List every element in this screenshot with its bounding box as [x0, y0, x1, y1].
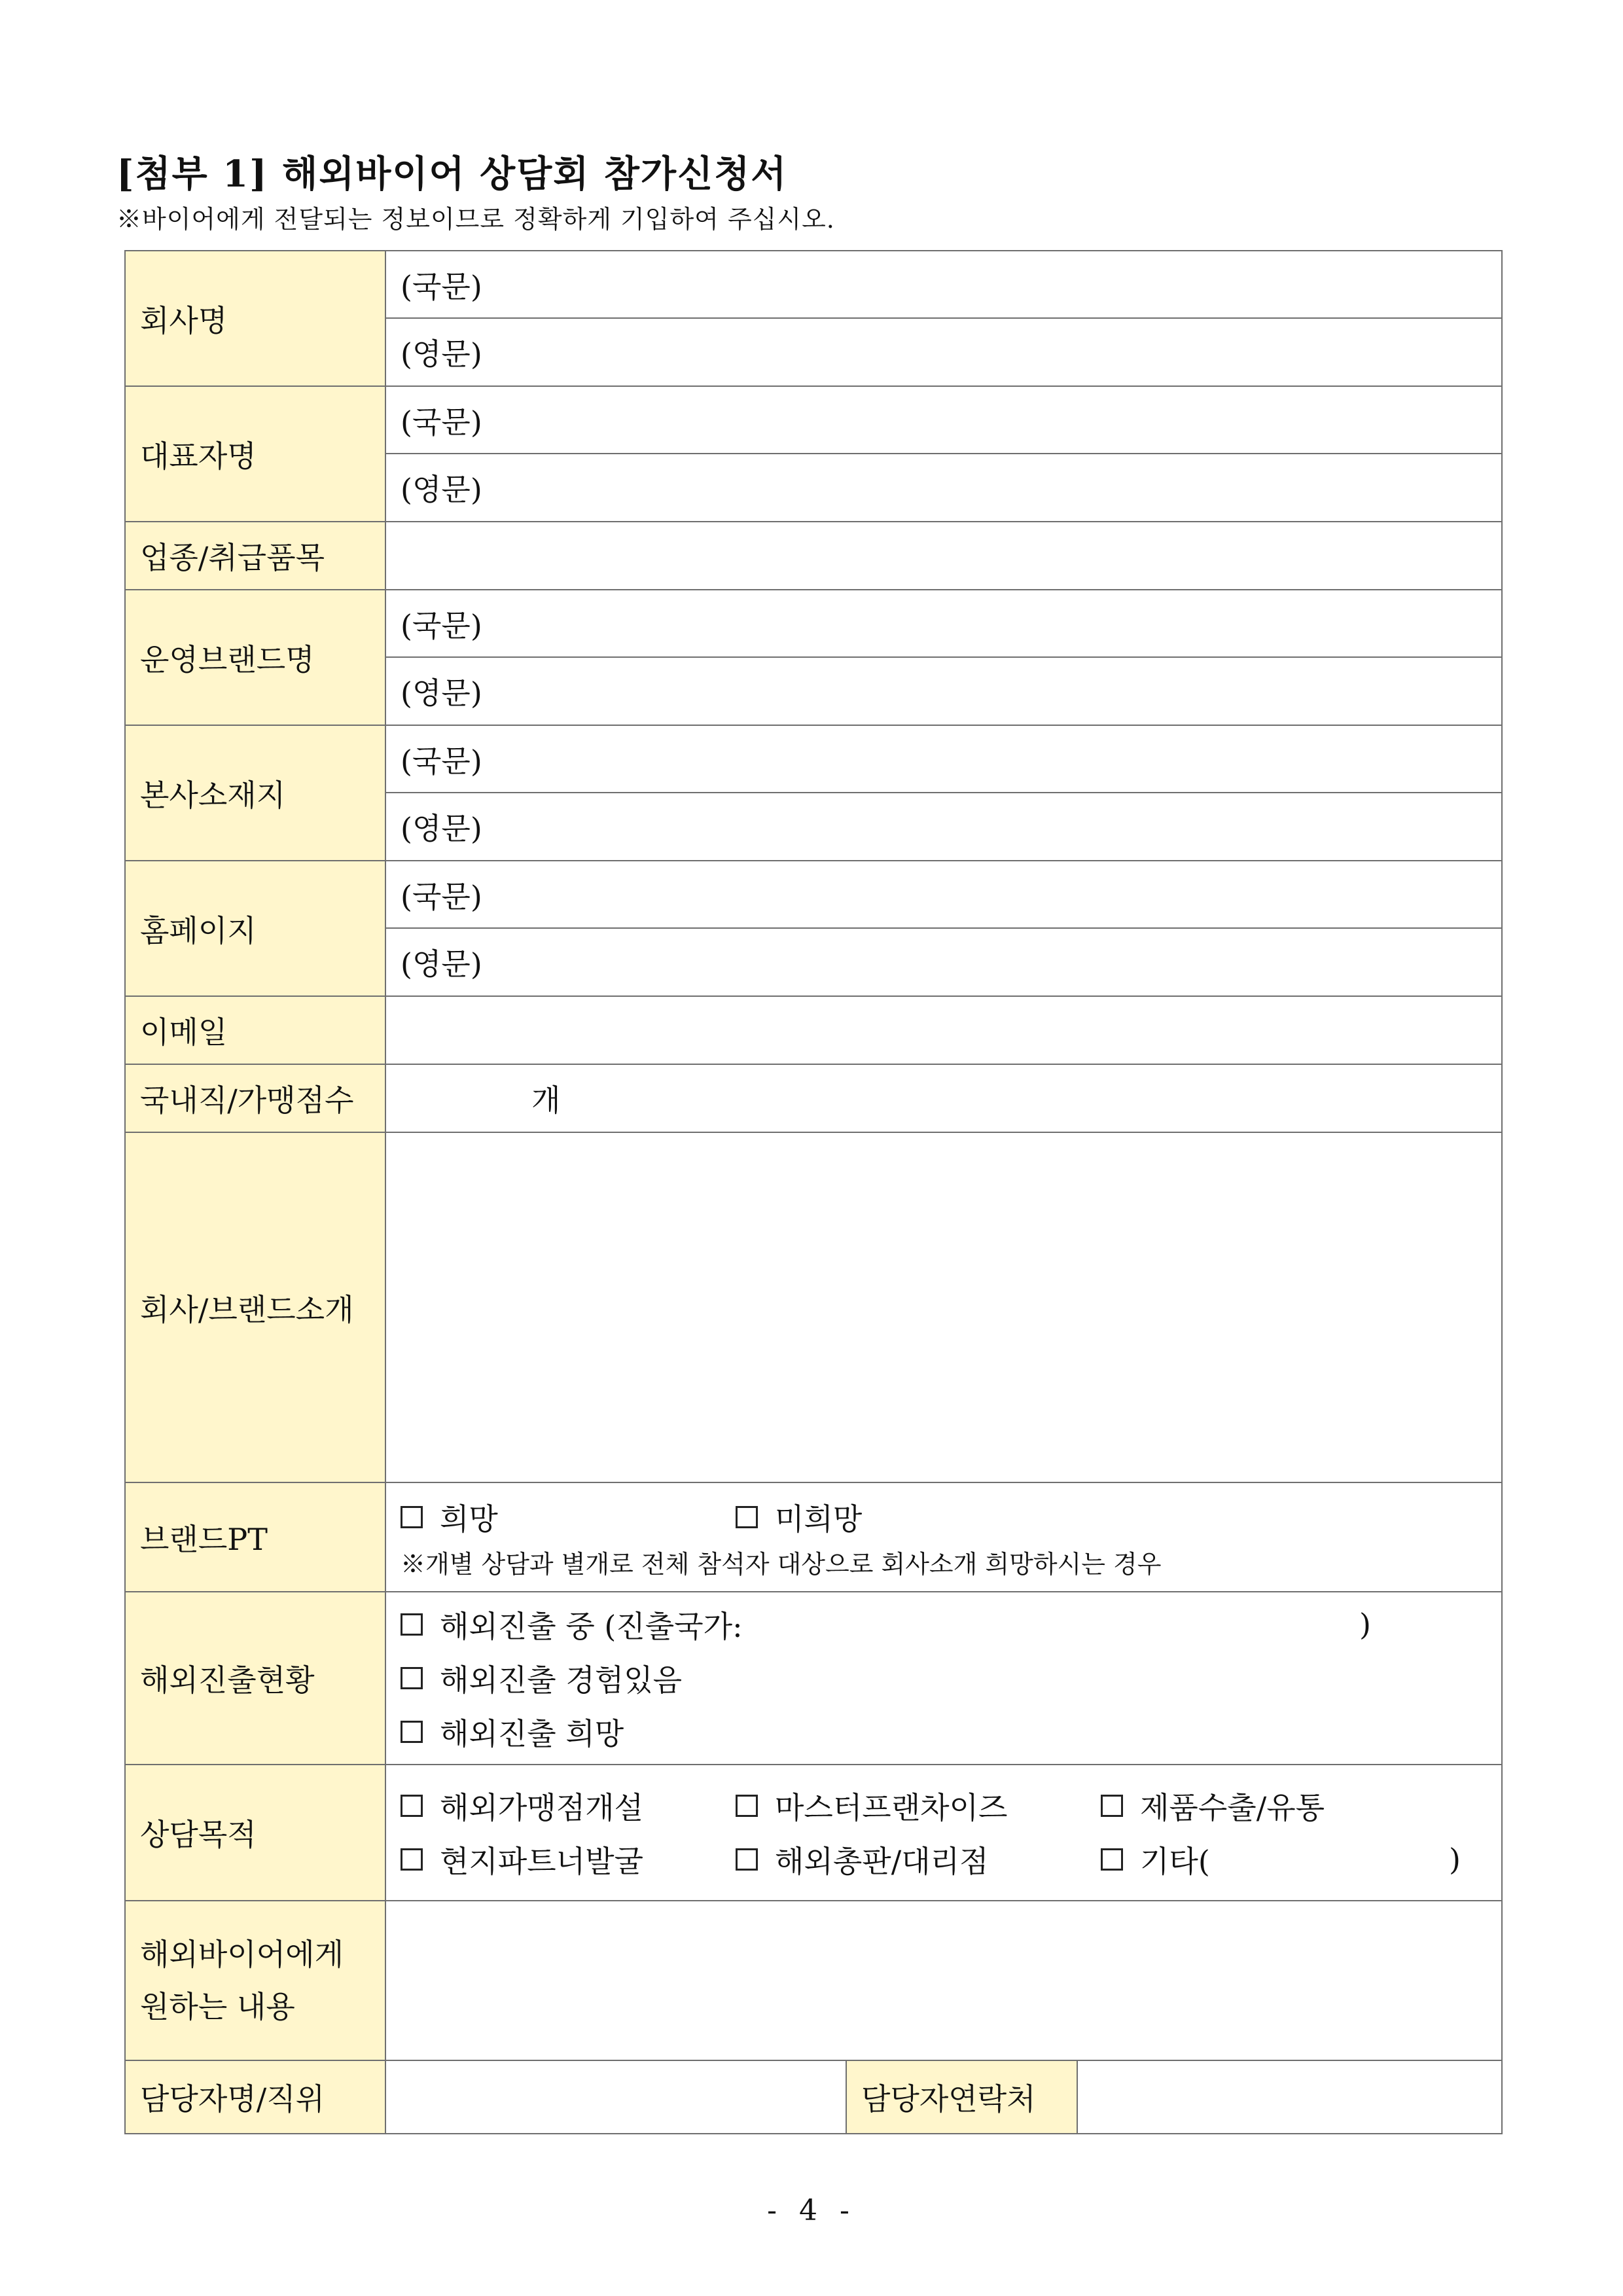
checkbox-icon [736, 1795, 758, 1817]
checkbox-icon [1101, 1848, 1123, 1871]
checkbox-icon [736, 1848, 758, 1871]
label-wish-line1: 해외바이어에게 [140, 1937, 344, 1972]
overseas-hope-checkbox[interactable] [401, 1710, 624, 1753]
brand-name-english-field[interactable]: (영문) [385, 657, 1502, 725]
label-hq: 본사소재지 [125, 725, 385, 861]
purpose-master-franchise-checkbox[interactable] [736, 1784, 1101, 1827]
company-name-english-field[interactable]: (영문) [385, 318, 1502, 386]
store-count-unit: 개 [531, 1083, 561, 1118]
label-intro: 회사/브랜드소개 [125, 1132, 385, 1482]
form-note: ※바이어에게 전달되는 정보이므로 정확하게 기입하여 주십시오. [116, 205, 835, 234]
label-overseas: 해외진출현황 [125, 1592, 385, 1765]
application-form-table [124, 250, 1503, 2134]
hq-address-english-field[interactable]: (영문) [385, 793, 1502, 861]
hq-address-korean-field[interactable]: (국문) [385, 725, 1502, 793]
email-field[interactable] [385, 996, 1502, 1064]
brand-pt-no-checkbox[interactable] [736, 1496, 862, 1539]
checkbox-icon [401, 1613, 423, 1636]
page-number: - 4 - [767, 2194, 856, 2227]
purpose-master-franchise-label: 마스터프랜차이즈 [775, 1790, 1008, 1825]
overseas-active-label: 해외진출 중 (진출국가: [440, 1609, 743, 1644]
brand-pt-want-label: 희망 [440, 1501, 498, 1537]
homepage-english-field[interactable]: (영문) [385, 928, 1502, 996]
overseas-experience-label: 해외진출 경험있음 [440, 1662, 683, 1698]
overseas-experience-checkbox[interactable] [401, 1657, 682, 1700]
purpose-options [385, 1765, 1502, 1901]
ceo-name-korean-field[interactable]: (국문) [385, 386, 1502, 454]
brand-pt-want-checkbox[interactable] [401, 1496, 736, 1539]
checkbox-icon [401, 1506, 423, 1528]
purpose-export-label: 제품수출/유통 [1140, 1790, 1325, 1825]
store-count-field[interactable] [385, 1064, 1502, 1132]
homepage-korean-field[interactable]: (국문) [385, 861, 1502, 928]
label-brand: 운영브랜드명 [125, 590, 385, 725]
label-wish [125, 1901, 385, 2060]
brand-name-korean-field[interactable]: (국문) [385, 590, 1502, 657]
company-name-korean-field[interactable]: (국문) [385, 251, 1502, 318]
label-company: 회사명 [125, 251, 385, 386]
label-ceo: 대표자명 [125, 386, 385, 522]
purpose-partner-checkbox[interactable] [401, 1838, 736, 1881]
label-purpose: 상담목적 [125, 1765, 385, 1901]
label-stores: 국내직/가맹점수 [125, 1064, 385, 1132]
purpose-close-paren: ) [1449, 1842, 1461, 1877]
overseas-active-checkbox[interactable] [401, 1603, 1359, 1646]
form-title: [첨부 1] 해외바이어 상담회 참가신청서 [116, 152, 788, 196]
checkbox-icon [401, 1721, 423, 1743]
wish-textarea[interactable] [385, 1901, 1502, 2060]
contact-name-field[interactable] [385, 2060, 846, 2134]
purpose-franchise-checkbox[interactable] [401, 1784, 736, 1827]
brand-pt-options [385, 1482, 1502, 1592]
industry-field[interactable] [385, 522, 1502, 590]
label-homepage: 홈페이지 [125, 861, 385, 996]
purpose-other-checkbox[interactable] [1101, 1838, 1449, 1881]
label-brand-pt: 브랜드PT [125, 1482, 385, 1592]
brand-pt-no-label: 미희망 [775, 1501, 863, 1537]
purpose-franchise-label: 해외가맹점개설 [440, 1790, 644, 1825]
purpose-distributor-checkbox[interactable] [736, 1838, 1101, 1881]
purpose-export-checkbox[interactable] [1101, 1784, 1325, 1827]
brand-pt-note: ※개별 상담과 별개로 전체 참석자 대상으로 회사소개 희망하시는 경우 [401, 1550, 1162, 1579]
purpose-other-label: 기타( [1140, 1844, 1210, 1879]
ceo-name-english-field[interactable]: (영문) [385, 454, 1502, 522]
overseas-close-paren: ) [1359, 1607, 1371, 1642]
purpose-distributor-label: 해외총판/대리점 [775, 1844, 989, 1879]
label-email: 이메일 [125, 996, 385, 1064]
overseas-options [385, 1592, 1502, 1765]
label-industry: 업종/취급품목 [125, 522, 385, 590]
contact-phone-field[interactable] [1077, 2060, 1502, 2134]
checkbox-icon [736, 1506, 758, 1528]
checkbox-icon [401, 1848, 423, 1871]
intro-textarea[interactable] [385, 1132, 1502, 1482]
label-contact-name: 담당자명/직위 [125, 2060, 385, 2134]
label-contact-phone: 담당자연락처 [846, 2060, 1077, 2134]
checkbox-icon [401, 1795, 423, 1817]
label-wish-line2: 원하는 내용 [140, 1989, 295, 2024]
checkbox-icon [1101, 1795, 1123, 1817]
purpose-partner-label: 현지파트너발굴 [440, 1844, 644, 1879]
overseas-hope-label: 해외진출 희망 [440, 1716, 624, 1751]
checkbox-icon [401, 1667, 423, 1689]
